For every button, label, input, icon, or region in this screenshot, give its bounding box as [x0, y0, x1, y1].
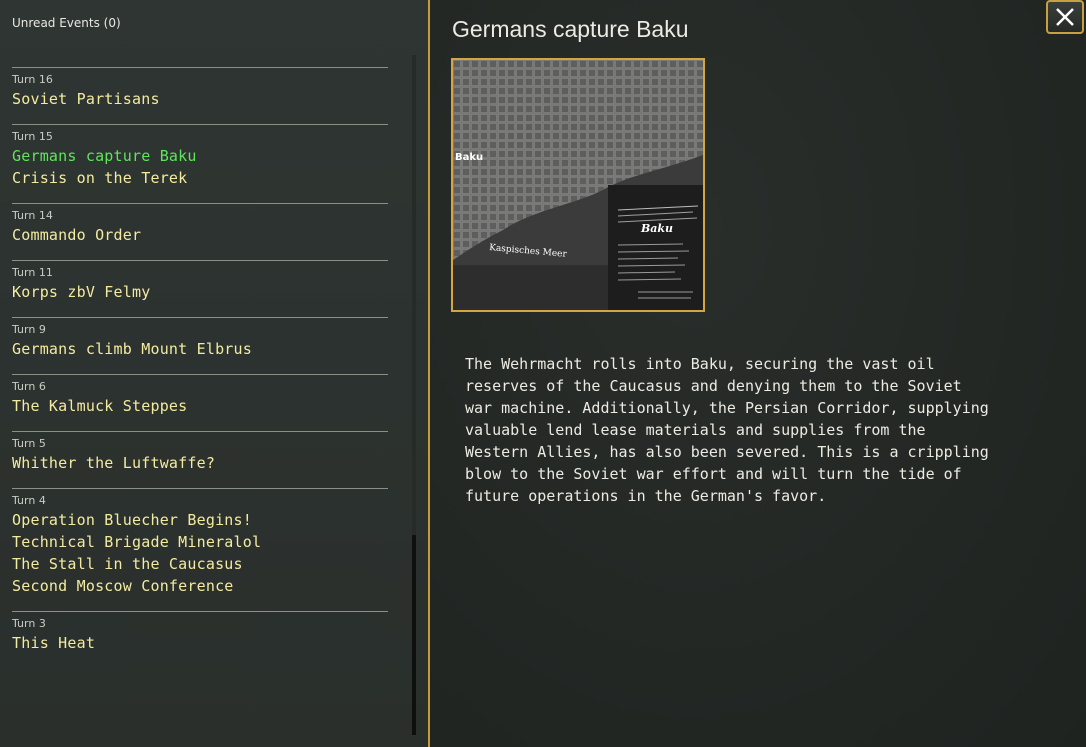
event-description: The Wehrmacht rolls into Baku, securing the vast oil reserves of the Caucasus and denying them to the Soviet war machine. Additionally, the Persian Corridor, supplying valuable lend lease materials and supplies from the Western Allies, has also been severed. This is a crippling blow to the Soviet war effort and will turn the tide of future operations in the German's favor.: [465, 355, 989, 505]
event-item[interactable]: This Heat: [12, 634, 96, 652]
turn-group: [12, 317, 388, 368]
event-item[interactable]: Commando Order: [12, 226, 142, 244]
image-label-sea: Kaspisches Meer: [488, 243, 568, 260]
event-item[interactable]: Soviet Partisans: [12, 90, 160, 108]
group-spacer: [12, 654, 388, 662]
event-item[interactable]: Technical Brigade Mineralol: [12, 533, 262, 551]
group-spacer: [12, 110, 388, 118]
event-item[interactable]: Operation Bluecher Begins!: [12, 511, 252, 529]
turn-group: [12, 203, 388, 254]
event-item[interactable]: Korps zbV Felmy: [12, 283, 151, 301]
turn-label: Turn 5: [12, 437, 46, 450]
group-spacer: [12, 360, 388, 368]
group-spacer: [12, 303, 388, 311]
event-item[interactable]: The Kalmuck Steppes: [12, 397, 188, 415]
baku-aerial-photo: [453, 60, 703, 310]
close-icon: [1054, 6, 1076, 28]
turn-group: [12, 260, 388, 311]
scrollbar-thumb[interactable]: [412, 535, 416, 735]
turn-group: [12, 611, 388, 662]
group-spacer: [12, 597, 388, 605]
turn-label: Turn 4: [12, 494, 46, 507]
event-item[interactable]: Second Moscow Conference: [12, 577, 234, 595]
turn-group: [12, 67, 388, 118]
turn-label: Turn 6: [12, 380, 46, 393]
image-label-city: Baku: [455, 152, 484, 163]
group-spacer: [12, 417, 388, 425]
turn-label: Turn 14: [12, 209, 53, 222]
turn-label: Turn 3: [12, 617, 46, 630]
group-spacer: [12, 246, 388, 254]
event-title: Germans capture Baku: [452, 16, 689, 42]
turn-label: Turn 15: [12, 130, 53, 143]
turn-group: [12, 124, 388, 197]
turn-label: Turn 11: [12, 266, 53, 279]
event-item[interactable]: Whither the Luftwaffe?: [12, 454, 216, 472]
turn-group: [12, 488, 388, 605]
event-list: [12, 60, 388, 662]
image-legend-title: Baku: [641, 222, 674, 235]
event-item[interactable]: The Stall in the Caucasus: [12, 555, 243, 573]
event-item[interactable]: Crisis on the Terek: [12, 169, 188, 187]
group-spacer: [12, 474, 388, 482]
event-image: [451, 58, 705, 312]
turn-label: Turn 9: [12, 323, 46, 336]
unread-events-label: Unread Events (0): [12, 16, 121, 30]
event-item[interactable]: Germans climb Mount Elbrus: [12, 340, 252, 358]
group-spacer: [12, 189, 388, 197]
turn-group: [12, 374, 388, 425]
turn-label: Turn 16: [12, 73, 53, 86]
event-item[interactable]: Germans capture Baku: [12, 147, 197, 165]
close-button[interactable]: [1046, 0, 1084, 34]
turn-group: [12, 431, 388, 482]
